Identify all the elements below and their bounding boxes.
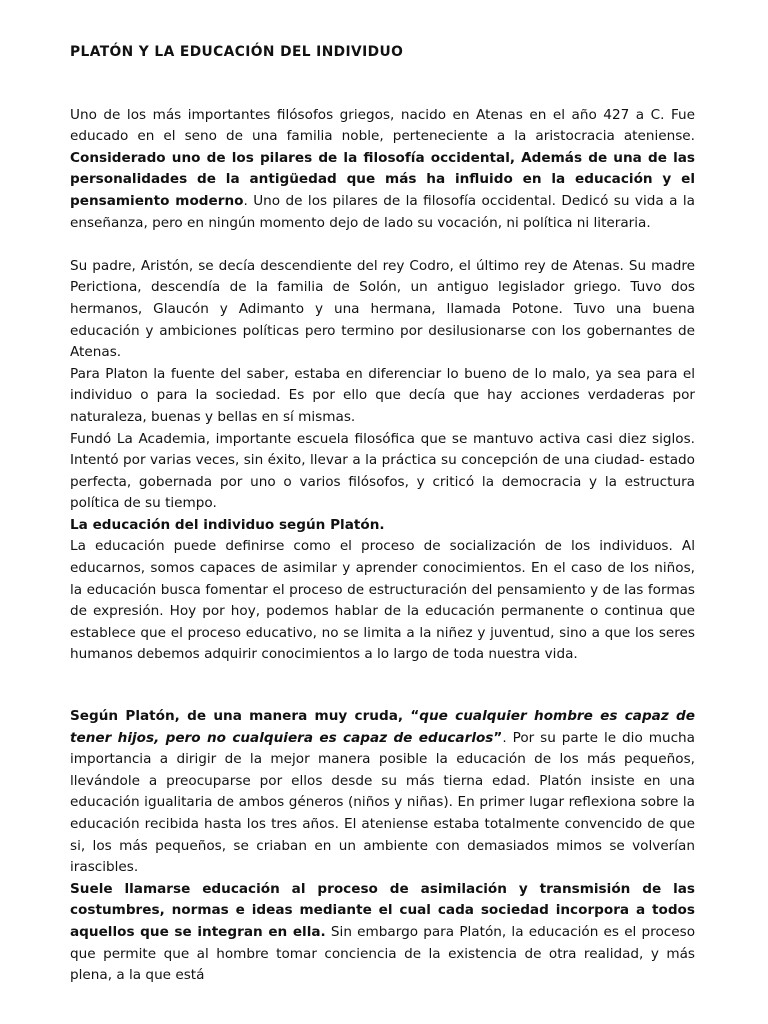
document-page <box>70 42 695 987</box>
paragraph-academy: Fundó La Academia, importante escuela filosófica que se mantuvo activa casi diez siglos. Intentó por varias veces, sin éxito, llevar a la práctica su concepción de una ciudad- estado perfecta, gobernada por uno o varios filósofos, y criticó la democracia y la estructura política de su tiempo. <box>70 430 695 512</box>
quote-lead-bold: Según Platón, de una manera muy cruda, “ <box>70 708 420 725</box>
paragraph-knowledge: Para Platon la fuente del saber, estaba en diferenciar lo bueno de lo malo, ya sea para el individuo o para la sociedad. Es por ello que decía que hay acciones verdaderas por naturaleza, buenas y bellas en sí mismas. <box>70 365 695 425</box>
paragraph-intro <box>70 105 695 235</box>
section-subheading <box>70 515 695 537</box>
intro-text-1: Uno de los más importantes filósofos griegos, nacido en Atenas en el año 427 a C. Fue educado en el seno de una familia noble, perteneciente a la aristocracia ateniense. <box>70 106 695 145</box>
quote-close-bold: ” <box>493 729 503 746</box>
paragraph-family: Su padre, Aristón, se decía descendiente del rey Codro, el último rey de Atenas. Su madre Perictiona, descendía de la familia de Solón, un antiguo legislador griego. Tuvo dos hermanos, Glaucón y Adimanto y una hermana, llamada Potone. Tuvo una buena educación y ambiciones políticas pero termino por desilusionarse con los gobernantes de Atenas. <box>70 257 695 361</box>
paragraph-plato-quote <box>70 706 695 879</box>
document-title: PLATÓN Y LA EDUCACIÓN DEL INDIVIDUO <box>70 44 404 60</box>
paragraph-education-definition: La educación puede definirse como el proceso de socialización de los individuos. Al educarnos, somos capaces de asimilar y aprender conocimientos. En el caso de los niños, la educación busca fomentar el proceso de estructuración del pensamiento y de las formas de expresión. Hoy por hoy, podemos hablar de la educación permanente o continua que establece que el proceso educativo, no se limita a la niñez y juventud, sino a que los seres humanos debemos adquirir conocimientos a lo largo de toda nuestra vida. <box>70 538 695 663</box>
assimilation-bold-text: Suele llamarse educación al proceso de asimilación y transmisión de las costumbres, normas e ideas mediante el cual cada sociedad incorpora a todos aquellos que se integran en ella. <box>70 880 695 940</box>
assimilation-text: Sin embargo para Platón, la educación es el proceso que permite que al hombre tomar conciencia de la existencia de otra realidad, y más plena, a la que está <box>70 923 696 984</box>
paragraph-assimilation <box>70 879 695 987</box>
quote-followup-text: . Por su parte le dio mucha importancia a dirigir de la mejor manera posible la educación de los más pequeños, llevándole a preocuparse por ellos desde su más tierna edad. Platón insiste en una educación igualitaria de ambos géneros (niños y niñas). En primer lugar reflexiona sobre la educación recibida hasta los tres años. El ateniense estaba totalmente convencido de que si, los más pequeños, se criaban en un ambiente con demasiados mimos se volverían irascibles. <box>70 729 695 876</box>
intro-bold-text: Considerado uno de los pilares de la filosofía occidental, Además de una de las personalidades de la antigüedad que más ha influido en la educación y el pensamiento moderno <box>70 149 695 209</box>
subheading-text: La educación del individuo según Platón. <box>70 516 385 533</box>
quote-text: que cualquier hombre es capaz de tener hijos, pero no cualquiera es capaz de educarlos <box>70 708 695 746</box>
intro-text-2: . Uno de los pilares de la filosofía occidental. Dedicó su vida a la enseñanza, pero en ningún momento dejo de lado su vocación, ni política ni literaria. <box>70 192 695 231</box>
